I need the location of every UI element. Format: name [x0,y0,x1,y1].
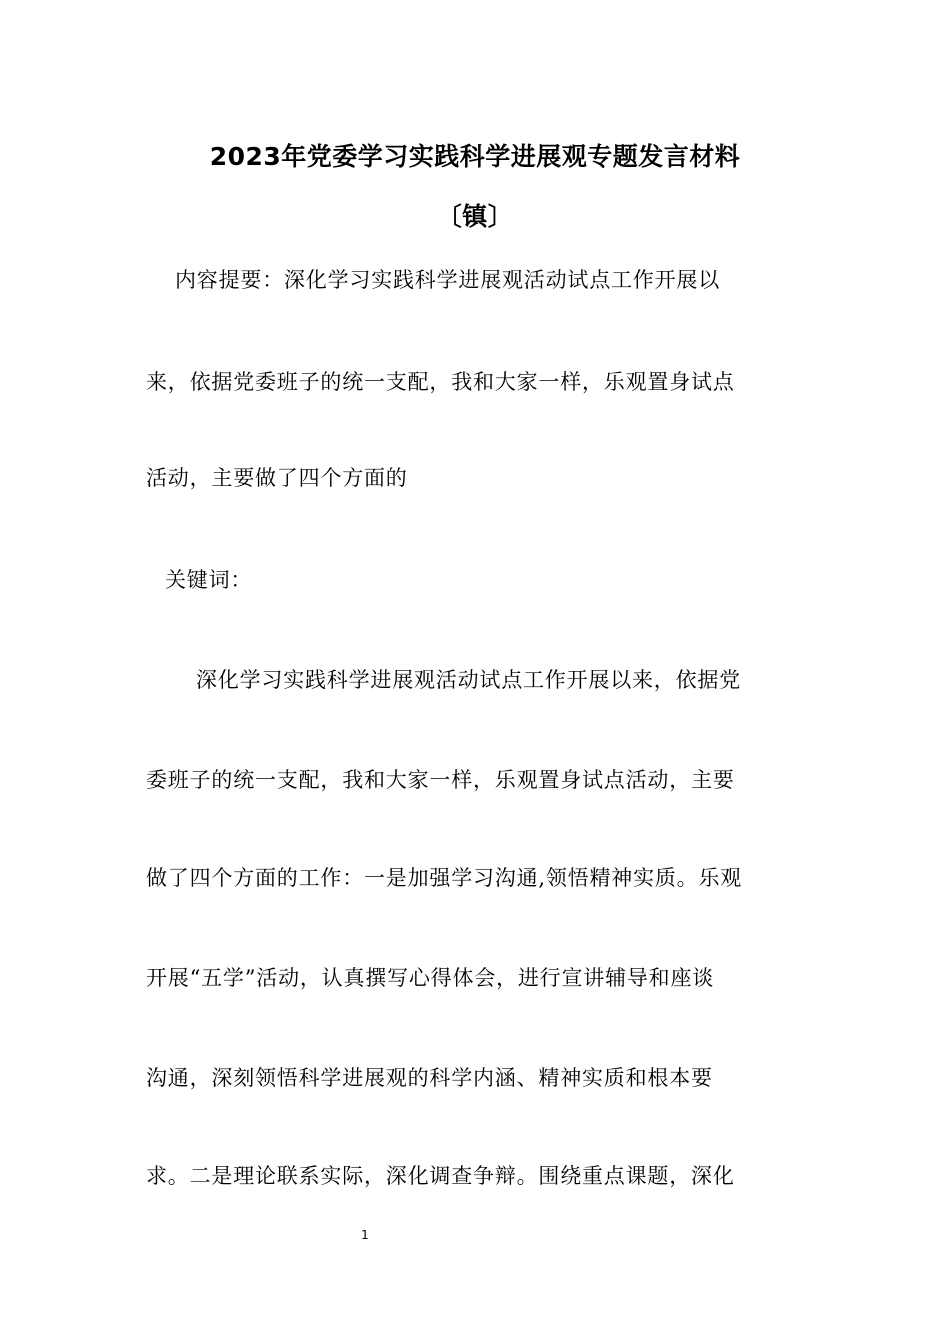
body-line: 委班子的统一支配，我和大家一样，乐观置身试点活动，主要 [146,768,735,792]
summary-line: 活动，主要做了四个方面的 [146,466,408,490]
body-line: 做了四个方面的工作：一是加强学习沟通,领悟精神实质。乐观 [146,866,743,890]
page-number: 1 [361,1228,369,1242]
body-line: 沟通，深刻领悟科学进展观的科学内涵、精神实质和根本要 [146,1066,713,1090]
document-title: 2023年党委学习实践科学进展观专题发言材料 [209,142,741,171]
document-subtitle: 〔镇〕 [436,202,514,231]
body-line: 深化学习实践科学进展观活动试点工作开展以来，依据党 [196,668,741,692]
summary-line: 来，依据党委班子的统一支配，我和大家一样，乐观置身试点 [146,370,735,394]
body-line: 开展“五学”活动，认真撰写心得体会，进行宣讲辅导和座谈 [146,966,715,990]
keywords-label: 关键词： [165,568,253,592]
summary-line: 内容提要：深化学习实践科学进展观活动试点工作开展以 [175,268,720,292]
body-line: 求。二是理论联系实际，深化调查争辩。围绕重点课题，深化 [146,1164,735,1188]
